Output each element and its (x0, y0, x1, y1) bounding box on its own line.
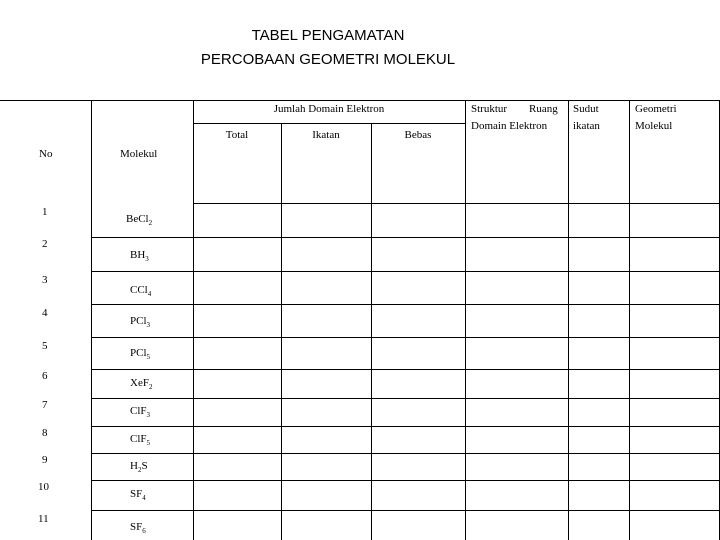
header-geometri: Geometri (635, 103, 677, 115)
header-struktur-word: Struktur (471, 103, 508, 115)
molecule-formula (130, 284, 151, 300)
subheader-divider (193, 123, 465, 124)
row-number: 4 (42, 307, 48, 319)
molecule-formula (126, 213, 152, 229)
row-number: 6 (42, 370, 48, 382)
formula-base: CCl (130, 284, 148, 296)
formula-subscript: 3 (145, 255, 149, 263)
col-divider-bebas (465, 100, 466, 540)
row-divider (91, 453, 720, 454)
header-ruang-word: Ruang (529, 103, 558, 115)
formula-base: XeF (130, 377, 149, 389)
molecule-formula (130, 521, 146, 537)
row-number: 11 (38, 513, 49, 525)
row-divider (91, 398, 720, 399)
col-divider-ikatan (371, 123, 372, 540)
formula-base: SF (130, 488, 143, 500)
molecule-formula (130, 315, 150, 331)
row-number: 9 (42, 454, 48, 466)
header-bottom-border (193, 203, 720, 204)
formula-subscript: 2 (148, 383, 153, 391)
formula-base: PCl (130, 347, 147, 359)
header-bebas: Bebas (404, 129, 432, 141)
header-sudut: Sudut (573, 103, 599, 115)
formula-base: PCl (130, 315, 147, 327)
col-divider-molekul (193, 100, 194, 540)
row-divider (91, 426, 720, 427)
row-divider (91, 271, 720, 272)
row-divider (91, 237, 720, 238)
row-divider (91, 510, 720, 511)
table-title-line1: TABEL PENGAMATAN (251, 27, 405, 44)
col-divider-struktur (568, 100, 569, 540)
molecule-formula (130, 249, 149, 265)
row-divider (91, 337, 720, 338)
formula-base: H (130, 460, 138, 472)
col-divider-no (91, 100, 92, 540)
row-number: 3 (42, 274, 48, 286)
molecule-formula (130, 405, 150, 421)
table-title-line2: PERCOBAAN GEOMETRI MOLEKUL (200, 51, 456, 68)
formula-base: ClF (130, 405, 147, 417)
formula-base: BeCl (126, 213, 149, 225)
formula-subscript: 6 (142, 527, 146, 535)
row-divider (91, 304, 720, 305)
row-divider (91, 369, 720, 370)
header-jumlah-domain: Jumlah Domain Elektron (273, 103, 385, 115)
header-total: Total (225, 129, 249, 141)
molecule-formula (130, 460, 148, 476)
molecule-formula (130, 433, 150, 449)
formula-tail: S (141, 460, 148, 472)
col-divider-total (281, 123, 282, 540)
header-domain-elektron: Domain Elektron (471, 120, 548, 132)
row-divider (91, 480, 720, 481)
header-no: No (39, 148, 53, 160)
col-divider-sudut (629, 100, 630, 540)
formula-subscript: 3 (146, 321, 151, 329)
header-ikatan: Ikatan (312, 129, 340, 141)
row-number: 10 (38, 481, 49, 493)
formula-subscript: 2 (137, 466, 142, 474)
formula-base: BH (130, 249, 146, 261)
formula-base: SF (130, 521, 143, 533)
formula-subscript: 2 (148, 219, 153, 227)
molecule-formula (130, 488, 146, 504)
formula-subscript: 5 (146, 439, 151, 447)
row-number: 2 (42, 238, 48, 250)
row-number: 1 (42, 206, 48, 218)
molecule-formula (130, 347, 150, 363)
row-number: 8 (42, 427, 48, 439)
formula-subscript: 4 (147, 290, 152, 298)
formula-subscript: 3 (146, 411, 151, 419)
row-number: 7 (42, 399, 48, 411)
molecule-formula (130, 377, 152, 393)
header-ikatan-sudut: ikatan (573, 120, 600, 132)
formula-base: ClF (130, 433, 147, 445)
formula-subscript: 4 (142, 494, 146, 502)
row-number: 5 (42, 340, 48, 352)
header-molekul: Molekul (120, 148, 158, 160)
header-molekul-geometri: Molekul (635, 120, 673, 132)
table-top-border (0, 100, 720, 101)
formula-subscript: 5 (146, 353, 151, 361)
